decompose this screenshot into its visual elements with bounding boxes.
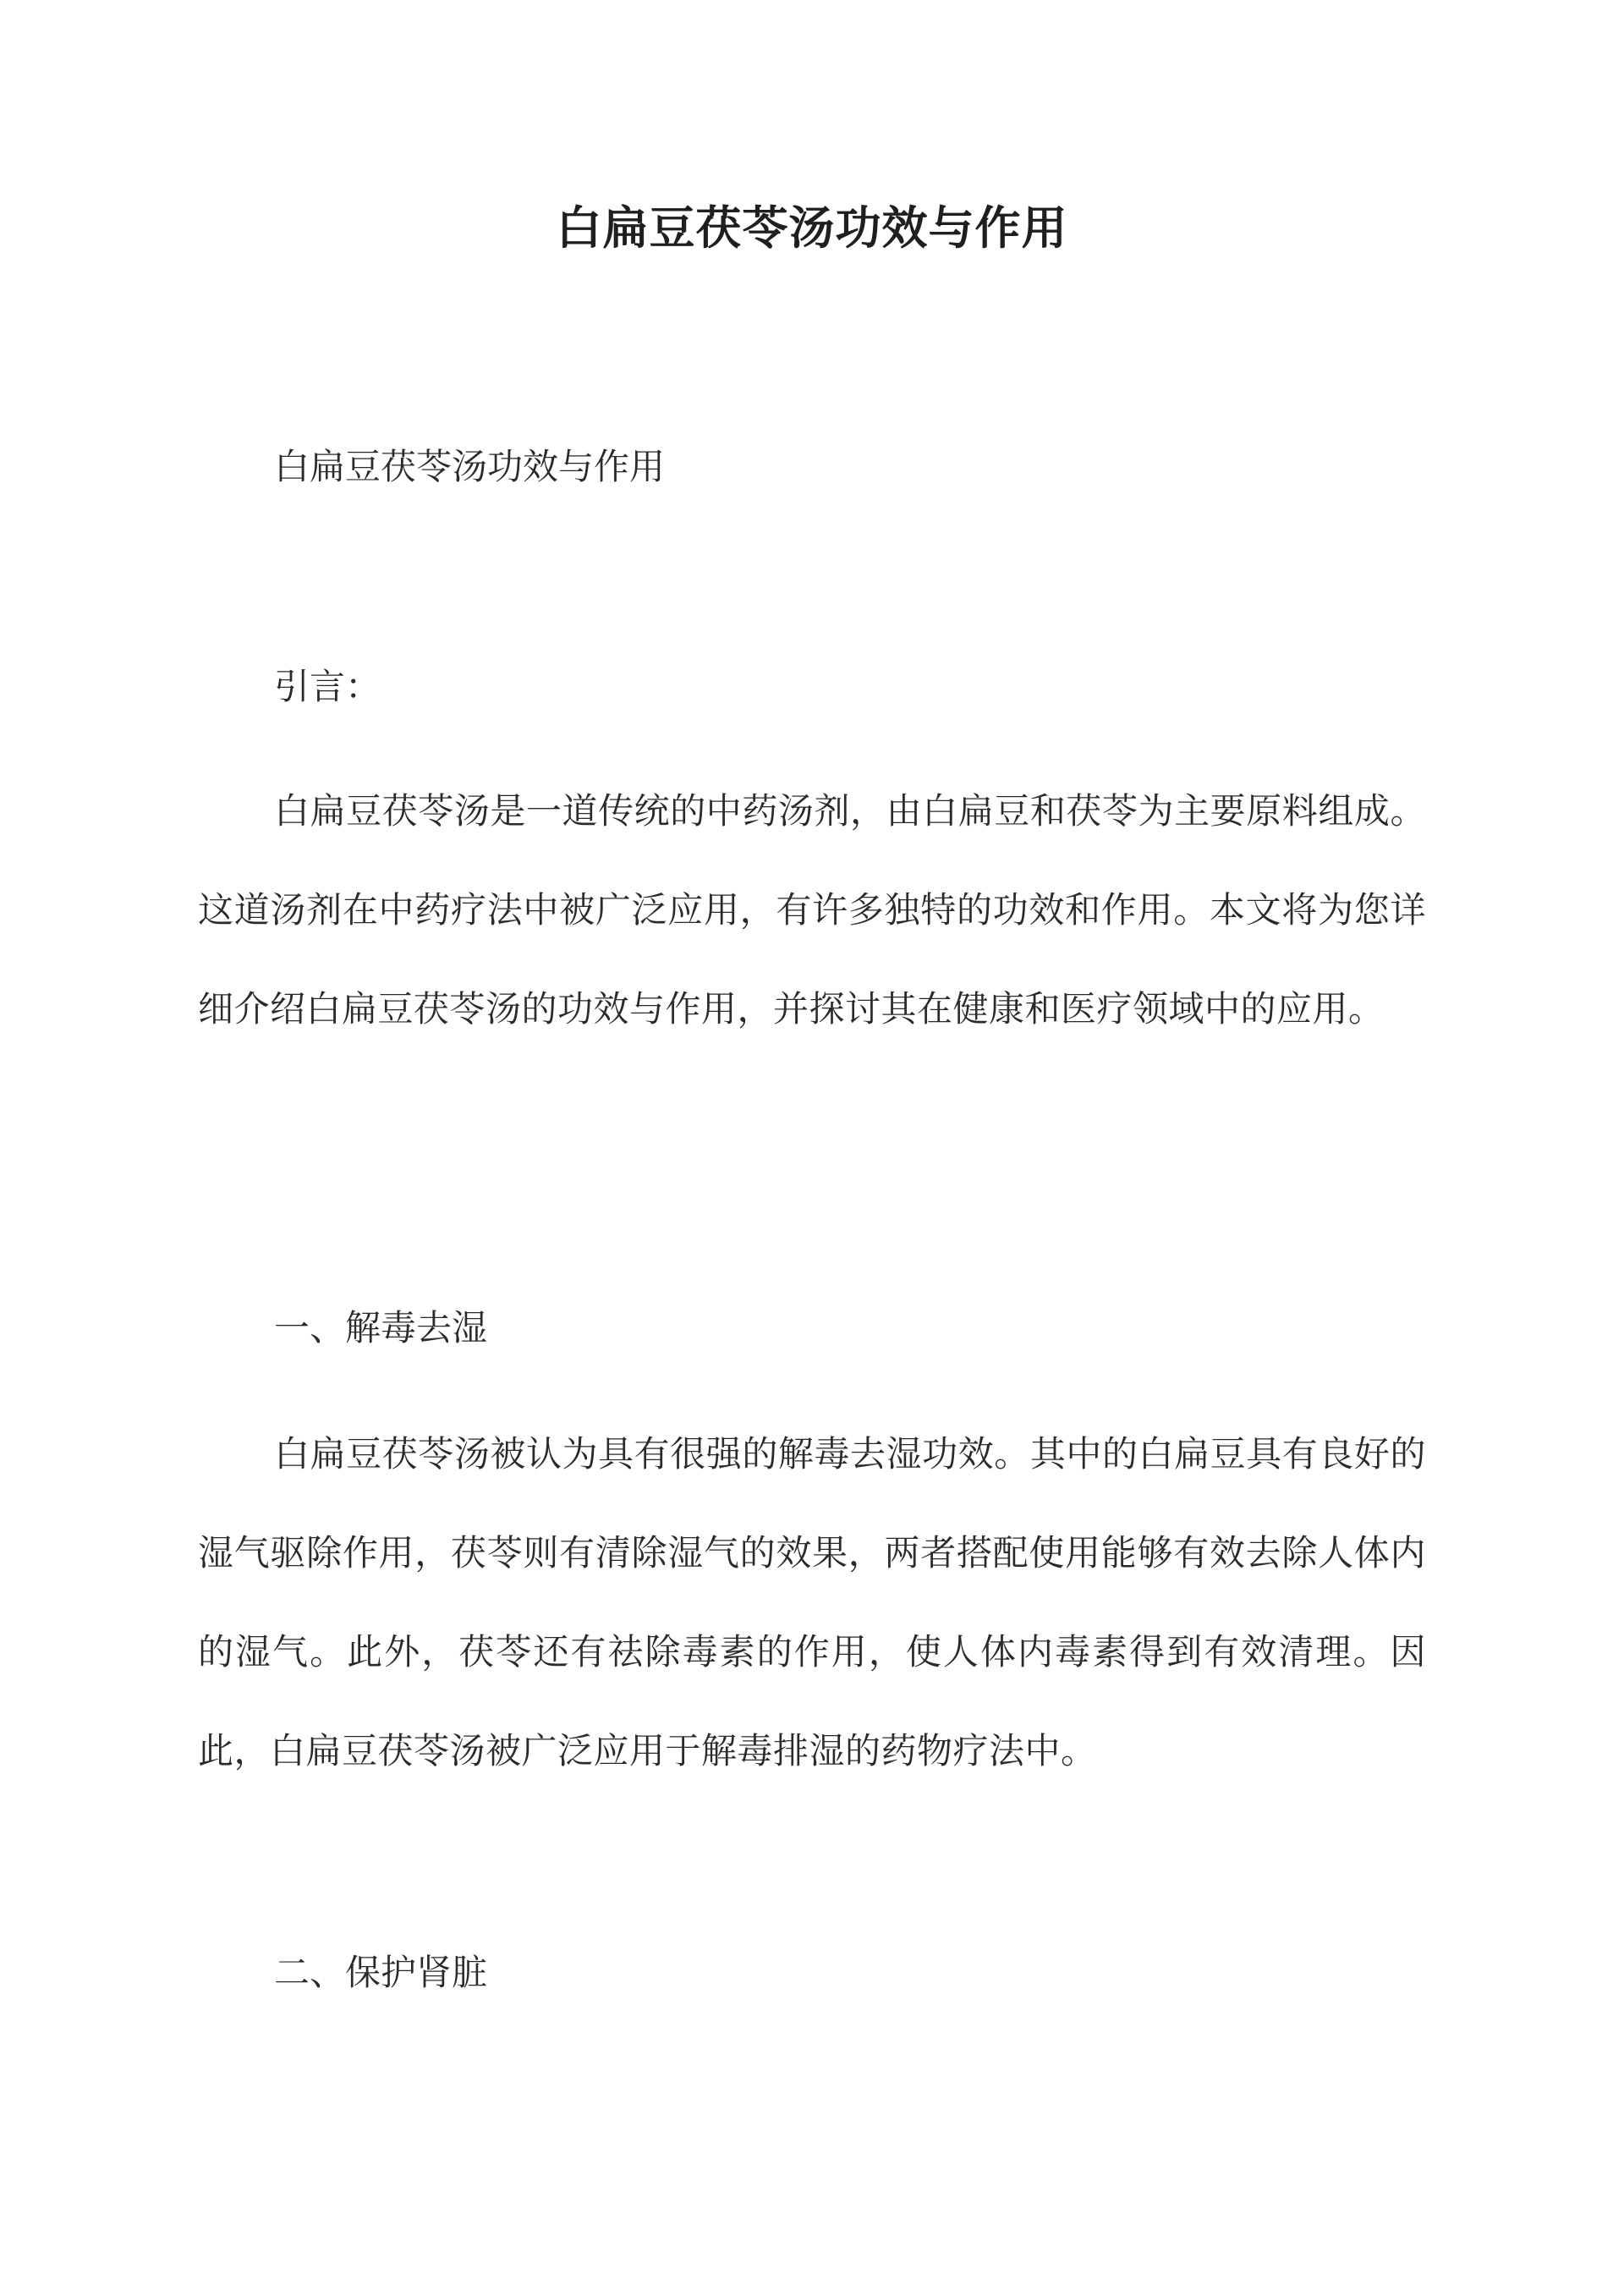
intro-heading: 引言： [274, 666, 381, 707]
section-heading-detox: 一、解毒去湿 [274, 1307, 488, 1348]
document-title: 白扁豆茯苓汤功效与作用 [556, 200, 1068, 255]
document-subtitle: 白扁豆茯苓汤功效与作用 [274, 446, 666, 487]
section-heading-kidney: 二、保护肾脏 [274, 1952, 488, 1993]
section-paragraph-detox: 白扁豆茯苓汤被认为具有很强的解毒去湿功效。其中的白扁豆具有良好的湿气驱除作用，茯苓则有清除湿气的效果，两者搭配使用能够有效去除人体内的湿气。此外，茯苓还有祛除毒素的作用，使人体内毒素得到有效清理。因此，白扁豆茯苓汤被广泛应用于解毒排湿的药物疗法中。 [198, 1433, 1426, 1771]
intro-paragraph: 白扁豆茯苓汤是一道传统的中药汤剂，由白扁豆和茯苓为主要原料组成。这道汤剂在中药疗法中被广泛应用，有许多独特的功效和作用。本文将为您详细介绍白扁豆茯苓汤的功效与作用，并探讨其在健康和医疗领域中的应用。 [198, 790, 1426, 1030]
